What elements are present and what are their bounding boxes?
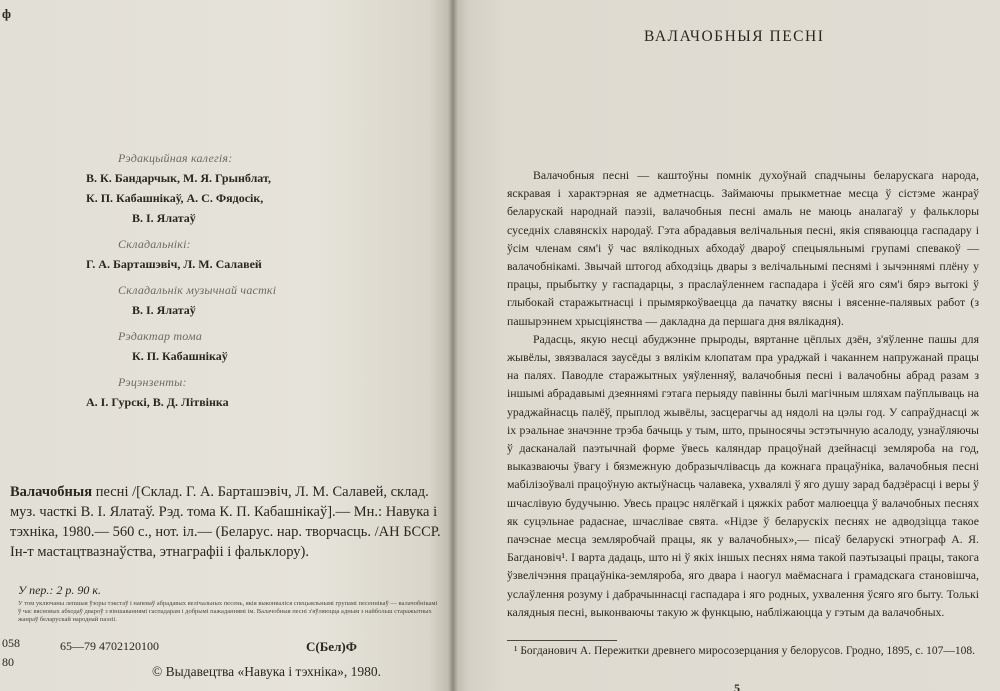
credit-names: В. К. Бандарчык, М. Я. Грынблат, [86,171,271,185]
price: У пер.: 2 р. 90 к. [18,583,102,597]
credit-names: А. І. Гурскі, В. Д. Літвінка [86,395,229,409]
page-number: 5 [734,681,740,691]
credit-label: Рэдакцыйная калегія: [118,151,233,165]
paragraph: Валачобныя песні — каштоўны помнік духоўнай спадчыны беларускага народа, яскравая і характэрная яе адметнасць. Займаючы прыкметнае месца ў сістэме жанраў беларускай народнай паэзіі, валачобныя песні амаль не маюць аналагаў у фальклоры суседніх славянскіх народаў. Гэта абрадавыя велічальныя песні, якія спяваюцца гаспадару і ўсім членам сям'і ў час вялікодных абходаў двароў спецыяльнымі групамі спевакоў — валачобнікамі. Звычай штогод абходзіць двары з велічальнымі песнямі і зычэннямі плёну у працы, прыбытку у гаспадарцы, з праслаўленнем гаспадара і ўсёй яго сям'і бярэ вытокі ў глыбокай старажытнасці і прымяркоўваецца да пачатку вясны і вясенне-палявых работ (з пашырэннем хрысціянства — дакладна да першага дня вялікадня). [507,168,979,328]
code-line-3: 80 [2,655,14,669]
right-page [452,0,1000,691]
bibliographic-record [10,482,446,562]
credit-names: Г. А. Барташэвіч, Л. М. Салавей [86,257,262,271]
credit-label: Рэдактар тома [118,329,203,343]
corner-tag: ф [2,6,11,21]
biblio-title: Валачобныя [10,484,93,500]
copyright-line: © Выдавецтва «Навука і тэхніка», 1980. [152,664,381,679]
book-gutter [448,0,458,691]
credit-label: Складальнік музычнай часткі [118,283,277,297]
body-text [507,166,979,621]
annotation-fine-print: У том уключаны лепшыя ўзоры тэкстаў і напеваў абрадавых велічальных песень, якія выконваліся спецыяльнымі групамі песеннікаў — валачобнікамі ў час вясновых абходаў двароў з віншаваннямі гаспадарам і добрымі пажаданнямі ім. Валачобныя песні з'яўляюцца адным з найбольш старажытных жанраў беларускай народнай паэзіі. [18,600,438,623]
chapter-title: ВАЛАЧОБНЫЯ ПЕСНІ [644,28,825,45]
footnote: ¹ Богданович А. Пережитки древнего миросозерцания у белорусов. Гродно, 1895, с. 107—108. [514,645,976,657]
footnote-divider [507,640,617,641]
paragraph: Радасць, якую несці абуджэнне прыроды, вяртанне цёплых дзён, з'яўленне пашы для жывёлы, звязвалася заусёды з вялікім клопатам пра ураджай і чаканнем напружанай працы на палях. Паводле старажытных уяўленняў, валачобныя песні і валачобны абрад разам з іншымі абрадавымі дзеяннямі гэтага перыяду павінны былі магічным шляхам паўплываць на ураджайнасць палёў, прыплод жывёлы, засцерагчы ад нядолі на цэлы год. У сапраўднасці ж іх рэальнае значэнне трэба бачыць у тым, што, прыносячы эстэтычную асалоду, узнаўляючы ў дасканалай паэтычнай форме ўвесь каляндар працоўнай дзейнасці земляроба на год, выказваючы ўвагу і бязмежную добразычлівасць да кожнага працаўніка, валачобныя песні мабілізоўвалі працоўную актыўнасць чалавека, ухвалялі ў яго душу зарад бадзёрасці і веры ў шчаслівую будучыню. Увесь працэс нялёгкай і цяжкіх работ малюецца ў валачобных песнях як суцэльнае радаснае, шчаслівае свята. «Нідзе ў беларускіх песнях не адводзіцца такое пачэснае месца земляробчай працы, як у валачобных»,— пісаў беларускі этнограф А. Я. Багдановіч¹. І варта дадаць, што ні ў якіх іншых песнях няма такой паэтызацыі працы, такога ўзвелічэння працаўніка-земляроба, яго двара і наогул маёмаснага і грамадскага становішча, услаўлення розуму і дабрачыннасці гаспадара і яго родных, ухвалення ўсяго яго быту. Толькі калядныя песні, выконваючы такую ж функцыю, набліжаюцца у гэтым да валачобных. [507,331,979,619]
biblio-details: песні /[Склад. Г. А. Барташэвіч, Л. М. Салавей, склад. муз. часткі В. І. Ялатаў. Рэд. тома К. П. Кабашнікаў].— Мн.: Навука і тэхніка, 1980.— 560 с., нот. іл.— (Беларус. нар. творчасць. /АН БССР. Ін-т мастацтвазнаўства, этнаграфіі і фальклору). [10,484,441,560]
credit-label: Складальнікі: [118,237,191,251]
code-line-1: 058 [2,636,20,650]
left-page [0,0,452,691]
credit-names: В. І. Ялатаў [132,303,196,317]
credits-block [70,148,296,412]
udc-code: С(Бел)Ф [306,639,357,654]
credit-names: В. І. Ялатаў [132,211,196,225]
credit-names: К. П. Кабашнікаў [132,349,228,363]
credit-names: К. П. Кабашнікаў, А. С. Фядосік, [86,191,264,205]
code-line-2: 65—79 4702120100 [60,639,159,653]
credit-label: Рэцэнзенты: [118,375,187,389]
